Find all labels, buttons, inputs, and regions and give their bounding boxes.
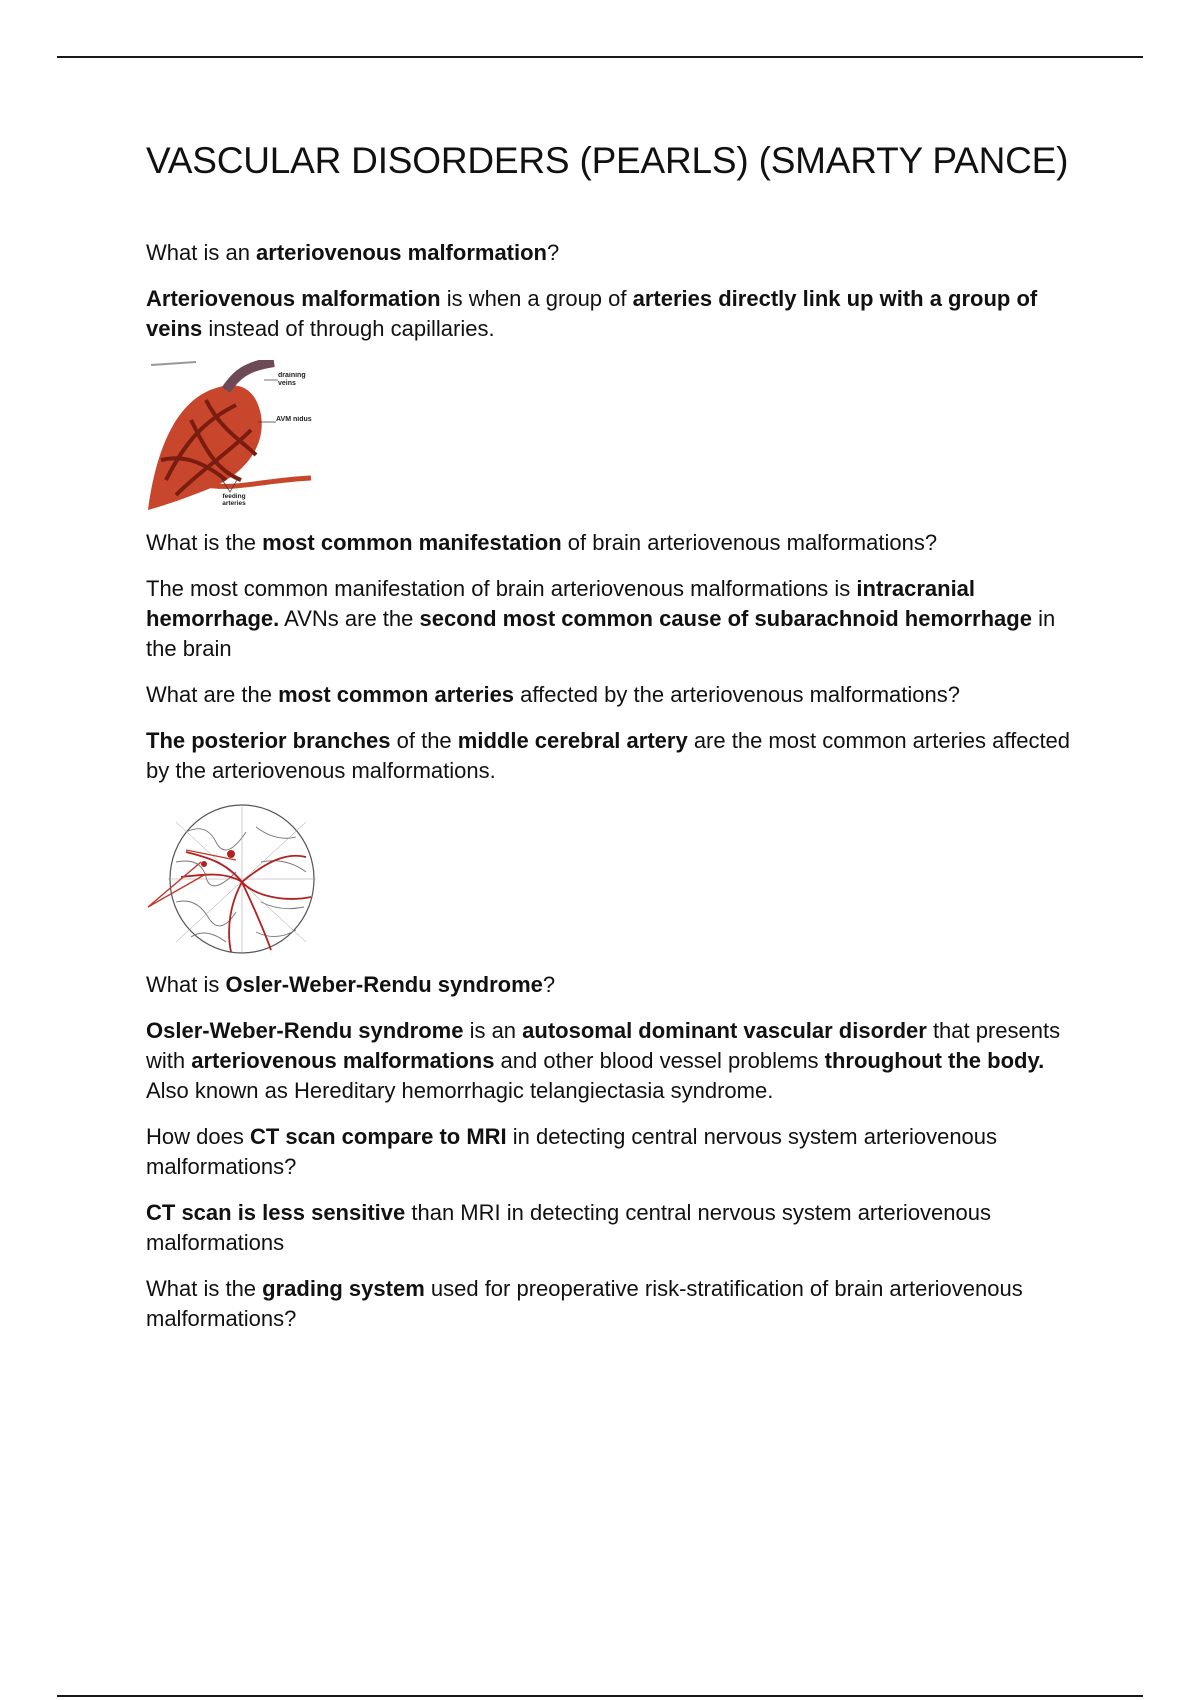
- question-manifestation: What is the most common manifestation of brain arteriovenous malformations?: [146, 530, 938, 555]
- nidus-label: AVM nidus: [276, 416, 312, 423]
- mca-branch-marker: [227, 850, 235, 858]
- veins-label: draining veins: [278, 372, 306, 387]
- answer-common-arteries: The posterior branches of the middle cerebral artery are the most common arteries affected by the arteriovenous malformations.: [146, 728, 1071, 783]
- question-grading-system: What is the grading system used for preoperative risk-stratification of brain arteriovenous malformations?: [146, 1276, 1023, 1331]
- answer-manifestation: The most common manifestation of brain arteriovenous malformations is intracranial hemorrhage. AVNs are the second most common cause of subarachnoid hemorrhage in the brain: [146, 576, 1056, 661]
- answer-ct-vs-mri: CT scan is less sensitive than MRI in detecting central nervous system arteriovenous malformations: [146, 1200, 991, 1255]
- answer-owr-syndrome: Osler-Weber-Rendu syndrome is an autosomal dominant vascular disorder that presents with arteriovenous malformations and other blood vessel problems throughout the body. Also known as Hereditary hemorrhagic telangiectasia syndrome.: [146, 1018, 1061, 1103]
- mca-branch-marker: [201, 861, 207, 867]
- page-title: VASCULAR DISORDERS (PEARLS) (SMARTY PANCE): [146, 140, 1069, 181]
- question-ct-vs-mri: How does CT scan compare to MRI in detecting central nervous system arteriovenous malformations?: [146, 1124, 998, 1179]
- question-common-arteries: What are the most common arteries affected by the arteriovenous malformations?: [146, 682, 960, 707]
- avm-illustration: [146, 360, 324, 514]
- document-body: [146, 140, 1086, 1350]
- arteries-label: feeding arteries: [222, 493, 246, 507]
- top-rule: [57, 56, 1143, 58]
- question-avm-definition: What is an arteriovenous malformation?: [146, 240, 560, 265]
- brain-arteries-illustration: [146, 802, 324, 956]
- answer-avm-definition: Arteriovenous malformation is when a group of arteries directly link up with a group of veins instead of through capillaries.: [146, 286, 1038, 341]
- bottom-rule: [57, 1695, 1143, 1697]
- question-owr-syndrome: What is Osler-Weber-Rendu syndrome?: [146, 972, 556, 997]
